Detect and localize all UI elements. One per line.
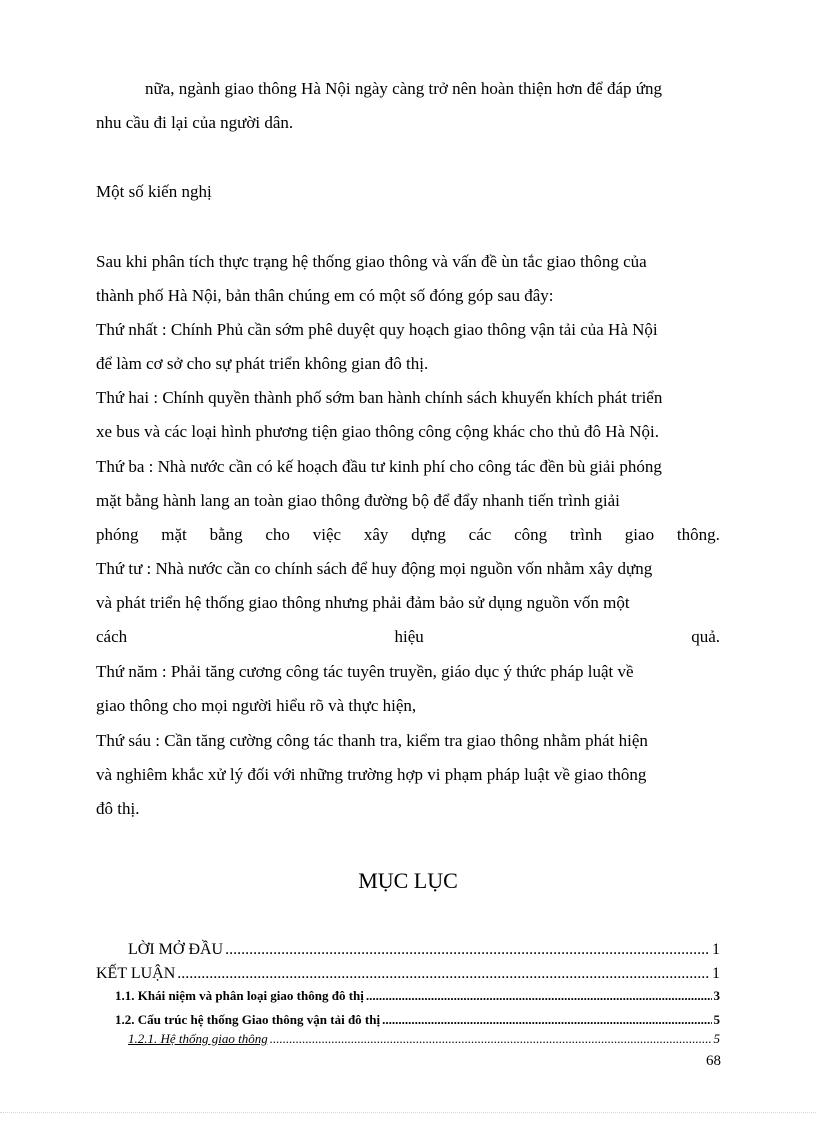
- paragraph-line: Thứ hai : Chính quyền thành phố sớm ban hành chính sách khuyến khích phát triển: [96, 388, 663, 407]
- paragraph-line: Thứ sáu : Cần tăng cường công tác thanh tra, kiểm tra giao thông nhằm phát hiện: [96, 731, 648, 750]
- section-heading: Một số kiến nghị: [96, 182, 212, 201]
- word: việc: [312, 525, 342, 544]
- word: cách: [96, 627, 128, 646]
- toc-leader-dots: [177, 965, 710, 983]
- paragraph-line: Thứ ba : Nhà nước cần có kế hoạch đầu tư kinh phí cho công tác đền bù giải phóng: [96, 457, 662, 476]
- word: hiệu: [394, 627, 424, 646]
- paragraph-line: xe bus và các loại hình phương tiện giao thông công cộng khác cho thủ đô Hà Nội.: [96, 422, 660, 441]
- toc-entry-text: 1.2. Cấu trúc hệ thống Giao thông vận tải đô thị: [115, 1012, 381, 1027]
- word: các: [468, 525, 492, 544]
- paragraph-line: thành phố Hà Nội, bản thân chúng em có một số đóng góp sau đây:: [96, 286, 554, 305]
- toc-entry-page: 5: [713, 1012, 720, 1027]
- paragraph-line: Thứ tư : Nhà nước cần co chính sách để huy động mọi nguồn vốn nhằm xây dựng: [96, 559, 653, 578]
- paragraph-line: nữa, ngành giao thông Hà Nội ngày càng trở nên hoàn thiện hơn để đáp ứng: [145, 79, 663, 98]
- toc-entry-text: 1.2.1. Hệ thống giao thông: [128, 1031, 268, 1046]
- justified-line: [96, 524, 720, 546]
- toc-entry-text: LỜI MỞ ĐẦU: [128, 941, 224, 958]
- toc-entry-text: KẾT LUẬN: [96, 965, 176, 982]
- word: mặt: [161, 525, 187, 544]
- word: xây: [363, 525, 389, 544]
- paragraph-line: và nghiêm khắc xử lý đối với những trường hợp vi phạm pháp luật về giao thông: [96, 765, 647, 784]
- justified-line: [96, 626, 720, 648]
- toc-entry[interactable]: [115, 1012, 720, 1032]
- paragraph-line: Thứ năm : Phải tăng cương công tác tuyên truyền, giáo dục ý thức pháp luật về: [96, 662, 634, 681]
- page-bottom-divider: [0, 1112, 816, 1113]
- word: dựng: [411, 525, 446, 544]
- word: thông.: [676, 525, 720, 544]
- toc-entry-page: 1: [712, 965, 720, 982]
- page-number: 68: [706, 1053, 721, 1069]
- word: phóng: [96, 525, 139, 544]
- toc-leader-dots: [270, 1031, 712, 1047]
- paragraph-line: Sau khi phân tích thực trạng hệ thống giao thông và vấn đề ùn tắc giao thông của: [96, 252, 647, 271]
- toc-leader-dots: [225, 941, 710, 959]
- paragraph-line: nhu cầu đi lại của người dân.: [96, 113, 294, 132]
- word: cho: [265, 525, 290, 544]
- paragraph-line: giao thông cho mọi người hiểu rõ và thực hiện,: [96, 696, 417, 715]
- toc-entry-text: 1.1. Khái niệm và phân loại giao thông đô thị: [115, 988, 364, 1003]
- toc-leader-dots: [382, 1012, 711, 1028]
- word: bằng: [209, 525, 243, 544]
- word: giao: [624, 525, 655, 544]
- paragraph-line: đô thị.: [96, 799, 140, 818]
- toc-entry[interactable]: [96, 965, 720, 985]
- toc-entry[interactable]: [115, 988, 720, 1008]
- paragraph-line: và phát triển hệ thống giao thông nhưng phải đảm bảo sử dụng nguồn vốn một: [96, 593, 630, 612]
- paragraph-line: Thứ nhất : Chính Phủ cần sớm phê duyệt quy hoạch giao thông vận tải của Hà Nội: [96, 320, 658, 339]
- toc-entry-page: 3: [713, 988, 720, 1003]
- word: công: [514, 525, 548, 544]
- word: trình: [569, 525, 603, 544]
- toc-entry[interactable]: [128, 941, 720, 961]
- toc-leader-dots: [366, 988, 712, 1004]
- word: quả.: [691, 627, 720, 646]
- toc-entry-page: 1: [712, 941, 720, 958]
- toc-entry-page: 5: [713, 1031, 720, 1046]
- paragraph-line: mặt bằng hành lang an toàn giao thông đường bộ để đẩy nhanh tiến trình giải: [96, 491, 620, 510]
- paragraph-line: để làm cơ sở cho sự phát triển không gian đô thị.: [96, 354, 429, 373]
- toc-entry-link[interactable]: [128, 1031, 720, 1051]
- toc-title: MỤC LỤC: [358, 868, 458, 893]
